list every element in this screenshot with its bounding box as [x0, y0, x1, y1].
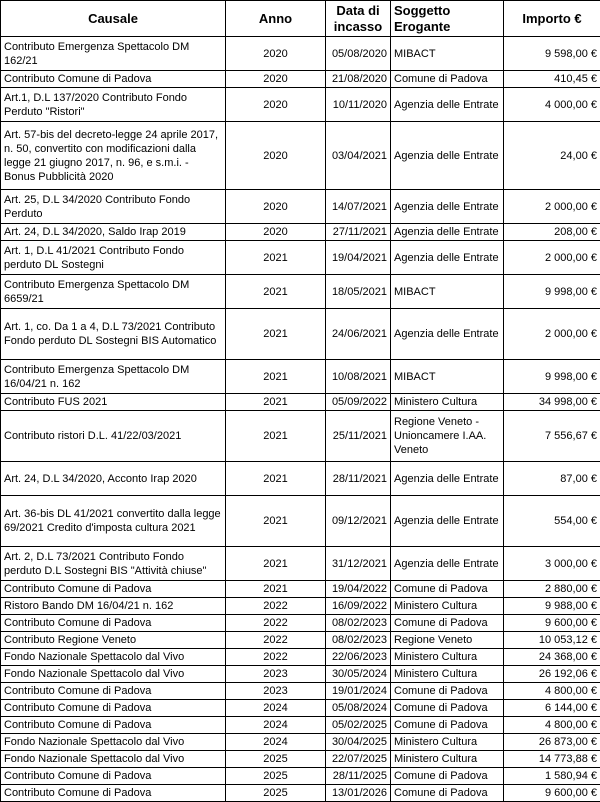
- cell-causale: Contributo Comune di Padova: [1, 581, 226, 598]
- cell-importo: 1 580,94 €: [504, 768, 600, 785]
- table-row: [1, 598, 600, 615]
- cell-soggetto-erogante: Agenzia delle Entrate: [391, 88, 504, 122]
- cell-data-incasso: 05/02/2025: [326, 717, 391, 734]
- cell-anno: 2020: [226, 37, 326, 71]
- cell-causale: Contributo Emergenza Spettacolo DM 162/21: [1, 37, 226, 71]
- cell-data-incasso: 10/08/2021: [326, 360, 391, 394]
- cell-importo: 6 144,00 €: [504, 700, 600, 717]
- cell-importo: 24 368,00 €: [504, 649, 600, 666]
- cell-data-incasso: 13/01/2026: [326, 785, 391, 802]
- cell-importo: 24,00 €: [504, 122, 600, 190]
- cell-anno: 2021: [226, 496, 326, 547]
- header-anno: Anno: [226, 1, 326, 37]
- cell-causale: Art. 24, D.L 34/2020, Acconto Irap 2020: [1, 462, 226, 496]
- cell-causale: Fondo Nazionale Spettacolo dal Vivo: [1, 734, 226, 751]
- cell-importo: 2 000,00 €: [504, 241, 600, 275]
- cell-anno: 2021: [226, 581, 326, 598]
- cell-soggetto-erogante: Agenzia delle Entrate: [391, 547, 504, 581]
- cell-importo: 4 000,00 €: [504, 88, 600, 122]
- cell-anno: 2024: [226, 734, 326, 751]
- cell-anno: 2021: [226, 411, 326, 462]
- cell-anno: 2021: [226, 462, 326, 496]
- cell-importo: 26 873,00 €: [504, 734, 600, 751]
- cell-importo: 4 800,00 €: [504, 717, 600, 734]
- cell-anno: 2020: [226, 122, 326, 190]
- header-data-incasso: Data di incasso: [326, 1, 391, 37]
- cell-importo: 9 598,00 €: [504, 37, 600, 71]
- cell-importo: 9 998,00 €: [504, 275, 600, 309]
- cell-anno: 2021: [226, 309, 326, 360]
- cell-soggetto-erogante: Regione Veneto - Unioncamere I.AA. Veneto: [391, 411, 504, 462]
- table-row: [1, 683, 600, 700]
- cell-causale: Ristoro Bando DM 16/04/21 n. 162: [1, 598, 226, 615]
- cell-data-incasso: 19/04/2022: [326, 581, 391, 598]
- cell-anno: 2021: [226, 394, 326, 411]
- cell-data-incasso: 09/12/2021: [326, 496, 391, 547]
- cell-importo: 34 998,00 €: [504, 394, 600, 411]
- cell-data-incasso: 22/06/2023: [326, 649, 391, 666]
- cell-importo: 4 800,00 €: [504, 683, 600, 700]
- cell-importo: 3 000,00 €: [504, 547, 600, 581]
- table-row: [1, 122, 600, 190]
- cell-anno: 2025: [226, 768, 326, 785]
- cell-causale: Art. 2, D.L 73/2021 Contributo Fondo perduto D.L Sostegni BIS "Attività chiuse": [1, 547, 226, 581]
- table-row: [1, 37, 600, 71]
- cell-anno: 2022: [226, 615, 326, 632]
- cell-soggetto-erogante: Ministero Cultura: [391, 649, 504, 666]
- cell-causale: Contributo Emergenza Spettacolo DM 6659/21: [1, 275, 226, 309]
- cell-causale: Contributo Comune di Padova: [1, 683, 226, 700]
- cell-causale: Contributo Comune di Padova: [1, 768, 226, 785]
- cell-data-incasso: 18/05/2021: [326, 275, 391, 309]
- cell-anno: 2021: [226, 241, 326, 275]
- cell-importo: 410,45 €: [504, 71, 600, 88]
- cell-data-incasso: 27/11/2021: [326, 224, 391, 241]
- cell-anno: 2024: [226, 717, 326, 734]
- cell-data-incasso: 25/11/2021: [326, 411, 391, 462]
- cell-data-incasso: 30/04/2025: [326, 734, 391, 751]
- cell-anno: 2022: [226, 632, 326, 649]
- cell-soggetto-erogante: Comune di Padova: [391, 717, 504, 734]
- table-row: [1, 734, 600, 751]
- cell-data-incasso: 30/05/2024: [326, 666, 391, 683]
- table-row: [1, 751, 600, 768]
- header-causale: Causale: [1, 1, 226, 37]
- cell-causale: Art.1, D.L 137/2020 Contributo Fondo Perduto "Ristori": [1, 88, 226, 122]
- table-row: [1, 411, 600, 462]
- cell-importo: 10 053,12 €: [504, 632, 600, 649]
- cell-importo: 208,00 €: [504, 224, 600, 241]
- cell-data-incasso: 05/08/2024: [326, 700, 391, 717]
- cell-data-incasso: 10/11/2020: [326, 88, 391, 122]
- table-row: [1, 768, 600, 785]
- cell-data-incasso: 05/09/2022: [326, 394, 391, 411]
- cell-causale: Art. 57-bis del decreto-legge 24 aprile 2017, n. 50, convertito con modificazioni dalla legge 21 giugno 2017, n. 96, e s.m.i. - Bonus Pubblicità 2020: [1, 122, 226, 190]
- cell-causale: Art. 1, D.L 41/2021 Contributo Fondo perduto DL Sostegni: [1, 241, 226, 275]
- table-row: [1, 360, 600, 394]
- cell-causale: Contributo Comune di Padova: [1, 785, 226, 802]
- cell-soggetto-erogante: MIBACT: [391, 275, 504, 309]
- table-row: [1, 394, 600, 411]
- cell-causale: Fondo Nazionale Spettacolo dal Vivo: [1, 751, 226, 768]
- cell-anno: 2020: [226, 224, 326, 241]
- cell-soggetto-erogante: Agenzia delle Entrate: [391, 241, 504, 275]
- cell-anno: 2020: [226, 190, 326, 224]
- cell-data-incasso: 14/07/2021: [326, 190, 391, 224]
- cell-data-incasso: 19/04/2021: [326, 241, 391, 275]
- cell-data-incasso: 05/08/2020: [326, 37, 391, 71]
- cell-soggetto-erogante: Comune di Padova: [391, 581, 504, 598]
- table-row: [1, 88, 600, 122]
- cell-soggetto-erogante: Agenzia delle Entrate: [391, 309, 504, 360]
- table-row: [1, 241, 600, 275]
- cell-importo: 2 880,00 €: [504, 581, 600, 598]
- cell-importo: 26 192,06 €: [504, 666, 600, 683]
- cell-data-incasso: 19/01/2024: [326, 683, 391, 700]
- cell-data-incasso: 03/04/2021: [326, 122, 391, 190]
- cell-data-incasso: 22/07/2025: [326, 751, 391, 768]
- table-body: [1, 37, 600, 802]
- table-row: [1, 275, 600, 309]
- cell-soggetto-erogante: Ministero Cultura: [391, 394, 504, 411]
- table-row: [1, 496, 600, 547]
- cell-data-incasso: 31/12/2021: [326, 547, 391, 581]
- cell-soggetto-erogante: Ministero Cultura: [391, 598, 504, 615]
- cell-data-incasso: 21/08/2020: [326, 71, 391, 88]
- cell-importo: 9 998,00 €: [504, 360, 600, 394]
- cell-soggetto-erogante: Comune di Padova: [391, 768, 504, 785]
- cell-anno: 2021: [226, 275, 326, 309]
- cell-data-incasso: 28/11/2021: [326, 462, 391, 496]
- cell-causale: Contributo ristori D.L. 41/22/03/2021: [1, 411, 226, 462]
- table-row: [1, 309, 600, 360]
- cell-soggetto-erogante: Regione Veneto: [391, 632, 504, 649]
- cell-anno: 2022: [226, 598, 326, 615]
- table-row: [1, 581, 600, 598]
- cell-soggetto-erogante: Comune di Padova: [391, 700, 504, 717]
- table-row: [1, 666, 600, 683]
- cell-importo: 9 988,00 €: [504, 598, 600, 615]
- cell-anno: 2023: [226, 683, 326, 700]
- cell-causale: Contributo Emergenza Spettacolo DM 16/04/21 n. 162: [1, 360, 226, 394]
- header-soggetto-erogante: Soggetto Erogante: [391, 1, 504, 37]
- table-row: [1, 615, 600, 632]
- cell-soggetto-erogante: Agenzia delle Entrate: [391, 496, 504, 547]
- cell-soggetto-erogante: Ministero Cultura: [391, 751, 504, 768]
- cell-anno: 2024: [226, 700, 326, 717]
- cell-soggetto-erogante: Agenzia delle Entrate: [391, 122, 504, 190]
- cell-causale: Contributo Comune di Padova: [1, 717, 226, 734]
- cell-soggetto-erogante: Agenzia delle Entrate: [391, 190, 504, 224]
- cell-importo: 87,00 €: [504, 462, 600, 496]
- cell-data-incasso: 08/02/2023: [326, 615, 391, 632]
- cell-causale: Contributo FUS 2021: [1, 394, 226, 411]
- table-row: [1, 700, 600, 717]
- cell-soggetto-erogante: Agenzia delle Entrate: [391, 224, 504, 241]
- cell-data-incasso: 08/02/2023: [326, 632, 391, 649]
- cell-causale: Contributo Comune di Padova: [1, 615, 226, 632]
- cell-causale: Art. 24, D.L 34/2020, Saldo Irap 2019: [1, 224, 226, 241]
- cell-importo: 2 000,00 €: [504, 309, 600, 360]
- cell-anno: 2025: [226, 785, 326, 802]
- table-row: [1, 547, 600, 581]
- cell-anno: 2021: [226, 360, 326, 394]
- cell-anno: 2023: [226, 666, 326, 683]
- cell-causale: Contributo Comune di Padova: [1, 700, 226, 717]
- table-row: [1, 649, 600, 666]
- cell-soggetto-erogante: Ministero Cultura: [391, 734, 504, 751]
- cell-data-incasso: 16/09/2022: [326, 598, 391, 615]
- cell-soggetto-erogante: Comune di Padova: [391, 71, 504, 88]
- cell-soggetto-erogante: MIBACT: [391, 360, 504, 394]
- cell-soggetto-erogante: Comune di Padova: [391, 785, 504, 802]
- cell-anno: 2020: [226, 88, 326, 122]
- table-row: [1, 224, 600, 241]
- cell-data-incasso: 28/11/2025: [326, 768, 391, 785]
- cell-data-incasso: 24/06/2021: [326, 309, 391, 360]
- header-row: [1, 1, 600, 37]
- cell-soggetto-erogante: Agenzia delle Entrate: [391, 462, 504, 496]
- table-row: [1, 632, 600, 649]
- cell-causale: Fondo Nazionale Spettacolo dal Vivo: [1, 649, 226, 666]
- cell-importo: 9 600,00 €: [504, 785, 600, 802]
- cell-soggetto-erogante: Comune di Padova: [391, 615, 504, 632]
- cell-causale: Contributo Regione Veneto: [1, 632, 226, 649]
- header-importo: Importo €: [504, 1, 600, 37]
- cell-anno: 2020: [226, 71, 326, 88]
- table-row: [1, 190, 600, 224]
- cell-anno: 2021: [226, 547, 326, 581]
- cell-importo: 7 556,67 €: [504, 411, 600, 462]
- cell-causale: Art. 36-bis DL 41/2021 convertito dalla legge 69/2021 Credito d'imposta cultura 2021: [1, 496, 226, 547]
- cell-anno: 2022: [226, 649, 326, 666]
- cell-causale: Art. 25, D.L 34/2020 Contributo Fondo Perduto: [1, 190, 226, 224]
- table-row: [1, 462, 600, 496]
- cell-causale: Fondo Nazionale Spettacolo dal Vivo: [1, 666, 226, 683]
- cell-importo: 2 000,00 €: [504, 190, 600, 224]
- cell-causale: Contributo Comune di Padova: [1, 71, 226, 88]
- cell-importo: 14 773,88 €: [504, 751, 600, 768]
- table-row: [1, 717, 600, 734]
- cell-soggetto-erogante: Comune di Padova: [391, 683, 504, 700]
- cell-soggetto-erogante: Ministero Cultura: [391, 666, 504, 683]
- table-row: [1, 785, 600, 802]
- cell-soggetto-erogante: MIBACT: [391, 37, 504, 71]
- cell-importo: 9 600,00 €: [504, 615, 600, 632]
- cell-causale: Art. 1, co. Da 1 a 4, D.L 73/2021 Contributo Fondo perduto DL Sostegni BIS Automatico: [1, 309, 226, 360]
- cell-anno: 2025: [226, 751, 326, 768]
- table-row: [1, 71, 600, 88]
- cell-importo: 554,00 €: [504, 496, 600, 547]
